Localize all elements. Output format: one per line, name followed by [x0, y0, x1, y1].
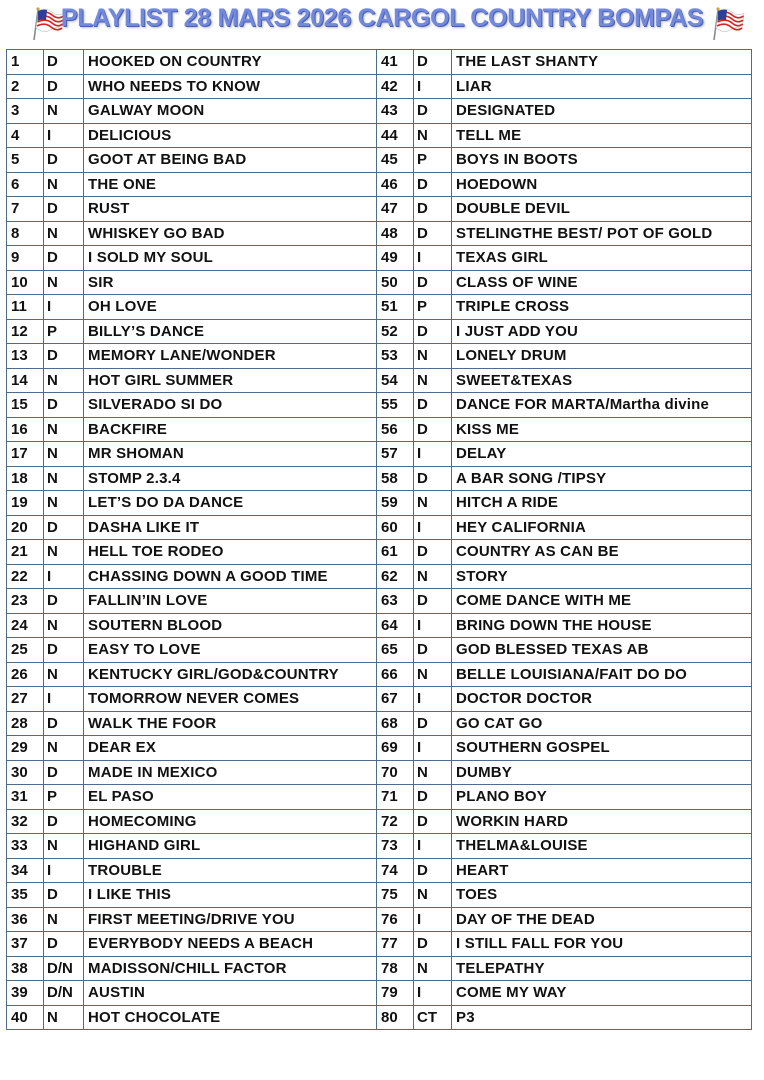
song-title: CLASS OF WINE	[452, 270, 752, 295]
dance-type: N	[44, 417, 84, 442]
table-row	[7, 74, 752, 99]
song-title: P3	[452, 1005, 752, 1030]
song-number: 8	[7, 221, 44, 246]
dance-type: D	[414, 172, 452, 197]
dance-type: N	[44, 834, 84, 859]
table-row	[7, 589, 752, 614]
song-title: WALK THE FOOR	[84, 711, 377, 736]
table-row	[7, 197, 752, 222]
song-title: WHO NEEDS TO KNOW	[84, 74, 377, 99]
song-number: 79	[377, 981, 414, 1006]
dance-type: D	[414, 50, 452, 75]
table-row	[7, 858, 752, 883]
table-row	[7, 295, 752, 320]
dance-type: P	[414, 295, 452, 320]
song-number: 4	[7, 123, 44, 148]
song-number: 73	[377, 834, 414, 859]
table-row	[7, 491, 752, 516]
dance-type: I	[414, 907, 452, 932]
dance-type: P	[44, 319, 84, 344]
us-flag-icon	[708, 2, 748, 42]
song-number: 57	[377, 442, 414, 467]
song-number: 38	[7, 956, 44, 981]
dance-type: D	[414, 417, 452, 442]
song-number: 40	[7, 1005, 44, 1030]
song-title: COUNTRY AS CAN BE	[452, 540, 752, 565]
dance-type: I	[414, 515, 452, 540]
song-number: 32	[7, 809, 44, 834]
song-title: DAY OF THE DEAD	[452, 907, 752, 932]
song-title: TOMORROW NEVER COMES	[84, 687, 377, 712]
dance-type: I	[414, 613, 452, 638]
table-row	[7, 736, 752, 761]
table-row	[7, 809, 752, 834]
dance-type: I	[44, 687, 84, 712]
song-number: 14	[7, 368, 44, 393]
table-row	[7, 368, 752, 393]
song-title: A BAR SONG /TIPSY	[452, 466, 752, 491]
song-number: 3	[7, 99, 44, 124]
song-title: HEY CALIFORNIA	[452, 515, 752, 540]
song-number: 25	[7, 638, 44, 663]
song-title: COME MY WAY	[452, 981, 752, 1006]
dance-type: N	[414, 368, 452, 393]
dance-type: D	[44, 393, 84, 418]
song-title: SILVERADO SI DO	[84, 393, 377, 418]
song-title: GALWAY MOON	[84, 99, 377, 124]
song-title: GOD BLESSED TEXAS AB	[452, 638, 752, 663]
song-title: STOMP 2.3.4	[84, 466, 377, 491]
dance-type: N	[44, 172, 84, 197]
dance-type: N	[414, 564, 452, 589]
song-title: DANCE FOR MARTA/Martha divine	[452, 393, 752, 418]
dance-type: N	[44, 540, 84, 565]
dance-type: N	[44, 736, 84, 761]
song-title: HELL TOE RODEO	[84, 540, 377, 565]
dance-type: D	[414, 270, 452, 295]
song-number: 12	[7, 319, 44, 344]
song-number: 46	[377, 172, 414, 197]
song-number: 75	[377, 883, 414, 908]
song-title: TEXAS GIRL	[452, 246, 752, 271]
page-title: PLAYLIST 28 MARS 2026 CARGOL COUNTRY BOMPAS	[60, 4, 704, 32]
table-row	[7, 956, 752, 981]
song-title: TELL ME	[452, 123, 752, 148]
dance-type: D	[44, 883, 84, 908]
dance-type: D	[44, 50, 84, 75]
dance-type: D	[44, 809, 84, 834]
song-title: RUST	[84, 197, 377, 222]
song-title: SWEET&TEXAS	[452, 368, 752, 393]
song-title: HOEDOWN	[452, 172, 752, 197]
table-row	[7, 319, 752, 344]
song-number: 20	[7, 515, 44, 540]
song-title: EL PASO	[84, 785, 377, 810]
song-number: 68	[377, 711, 414, 736]
song-title: DELAY	[452, 442, 752, 467]
song-number: 17	[7, 442, 44, 467]
song-number: 19	[7, 491, 44, 516]
dance-type: D	[414, 785, 452, 810]
table-row	[7, 638, 752, 663]
song-number: 53	[377, 344, 414, 369]
dance-type: N	[44, 662, 84, 687]
song-title: EASY TO LOVE	[84, 638, 377, 663]
dance-type: D	[414, 99, 452, 124]
table-row	[7, 246, 752, 271]
song-number: 9	[7, 246, 44, 271]
song-number: 31	[7, 785, 44, 810]
song-number: 65	[377, 638, 414, 663]
song-title: MEMORY LANE/WONDER	[84, 344, 377, 369]
song-title: SOUTERN BLOOD	[84, 613, 377, 638]
song-title: LONELY DRUM	[452, 344, 752, 369]
song-number: 66	[377, 662, 414, 687]
table-row	[7, 785, 752, 810]
song-number: 22	[7, 564, 44, 589]
song-number: 2	[7, 74, 44, 99]
dance-type: N	[44, 1005, 84, 1030]
song-number: 62	[377, 564, 414, 589]
dance-type: I	[414, 442, 452, 467]
song-title: HOT CHOCOLATE	[84, 1005, 377, 1030]
dance-type: N	[414, 956, 452, 981]
song-number: 24	[7, 613, 44, 638]
song-number: 49	[377, 246, 414, 271]
song-title: HOT GIRL SUMMER	[84, 368, 377, 393]
table-row	[7, 221, 752, 246]
table-row	[7, 270, 752, 295]
dance-type: D	[44, 638, 84, 663]
song-number: 36	[7, 907, 44, 932]
table-row	[7, 662, 752, 687]
dance-type: D	[414, 638, 452, 663]
dance-type: N	[44, 613, 84, 638]
dance-type: I	[44, 858, 84, 883]
dance-type: N	[414, 760, 452, 785]
song-number: 5	[7, 148, 44, 173]
song-number: 80	[377, 1005, 414, 1030]
dance-type: I	[44, 123, 84, 148]
song-title: DASHA LIKE IT	[84, 515, 377, 540]
dance-type: CT	[414, 1005, 452, 1030]
song-title: MADISSON/CHILL FACTOR	[84, 956, 377, 981]
dance-type: N	[414, 123, 452, 148]
song-title: EVERYBODY NEEDS A BEACH	[84, 932, 377, 957]
song-number: 78	[377, 956, 414, 981]
table-row	[7, 564, 752, 589]
table-row	[7, 123, 752, 148]
table-row	[7, 442, 752, 467]
song-number: 58	[377, 466, 414, 491]
song-number: 71	[377, 785, 414, 810]
dance-type: N	[44, 491, 84, 516]
song-number: 18	[7, 466, 44, 491]
table-row	[7, 99, 752, 124]
table-row	[7, 711, 752, 736]
song-title: CHASSING DOWN A GOOD TIME	[84, 564, 377, 589]
song-number: 15	[7, 393, 44, 418]
song-title: COME DANCE WITH ME	[452, 589, 752, 614]
dance-type: D	[414, 319, 452, 344]
song-title: HIGHAND GIRL	[84, 834, 377, 859]
page-header	[0, 0, 764, 48]
song-title: HOOKED ON COUNTRY	[84, 50, 377, 75]
song-number: 48	[377, 221, 414, 246]
song-title: KISS ME	[452, 417, 752, 442]
dance-type: D	[44, 589, 84, 614]
song-title: STELINGTHE BEST/ POT OF GOLD	[452, 221, 752, 246]
table-row	[7, 344, 752, 369]
song-number: 30	[7, 760, 44, 785]
song-number: 27	[7, 687, 44, 712]
song-number: 29	[7, 736, 44, 761]
song-number: 35	[7, 883, 44, 908]
dance-type: N	[414, 883, 452, 908]
song-number: 26	[7, 662, 44, 687]
song-number: 59	[377, 491, 414, 516]
song-title: DUMBY	[452, 760, 752, 785]
song-number: 60	[377, 515, 414, 540]
song-title: LET’S DO DA DANCE	[84, 491, 377, 516]
song-number: 23	[7, 589, 44, 614]
table-row	[7, 515, 752, 540]
dance-type: D	[414, 589, 452, 614]
song-title: BILLY’S DANCE	[84, 319, 377, 344]
dance-type: D	[414, 197, 452, 222]
table-row	[7, 613, 752, 638]
dance-type: P	[44, 785, 84, 810]
song-number: 55	[377, 393, 414, 418]
song-title: BRING DOWN THE HOUSE	[452, 613, 752, 638]
dance-type: I	[44, 564, 84, 589]
song-title: WORKIN HARD	[452, 809, 752, 834]
song-title: HITCH A RIDE	[452, 491, 752, 516]
dance-type: I	[414, 834, 452, 859]
song-number: 74	[377, 858, 414, 883]
dance-type: D	[44, 711, 84, 736]
song-title: OH LOVE	[84, 295, 377, 320]
dance-type: N	[44, 270, 84, 295]
dance-type: D	[414, 809, 452, 834]
table-row	[7, 907, 752, 932]
song-title: TOES	[452, 883, 752, 908]
dance-type: D	[44, 344, 84, 369]
song-number: 44	[377, 123, 414, 148]
song-number: 34	[7, 858, 44, 883]
dance-type: N	[44, 99, 84, 124]
song-title: SIR	[84, 270, 377, 295]
song-number: 39	[7, 981, 44, 1006]
song-title: TROUBLE	[84, 858, 377, 883]
song-title: THELMA&LOUISE	[452, 834, 752, 859]
song-number: 77	[377, 932, 414, 957]
song-title: I JUST ADD YOU	[452, 319, 752, 344]
song-number: 11	[7, 295, 44, 320]
table-row	[7, 760, 752, 785]
dance-type: D	[44, 246, 84, 271]
song-number: 76	[377, 907, 414, 932]
dance-type: D	[44, 932, 84, 957]
song-number: 69	[377, 736, 414, 761]
dance-type: N	[44, 368, 84, 393]
dance-type: D	[44, 74, 84, 99]
song-number: 7	[7, 197, 44, 222]
dance-type: D	[414, 858, 452, 883]
song-title: DESIGNATED	[452, 99, 752, 124]
song-title: HOMECOMING	[84, 809, 377, 834]
song-title: MR SHOMAN	[84, 442, 377, 467]
song-number: 41	[377, 50, 414, 75]
dance-type: D/N	[44, 981, 84, 1006]
dance-type: D	[414, 466, 452, 491]
song-title: KENTUCKY GIRL/GOD&COUNTRY	[84, 662, 377, 687]
dance-type: I	[414, 687, 452, 712]
song-title: I STILL FALL FOR YOU	[452, 932, 752, 957]
dance-type: N	[414, 491, 452, 516]
dance-type: D/N	[44, 956, 84, 981]
song-title: THE ONE	[84, 172, 377, 197]
song-title: LIAR	[452, 74, 752, 99]
song-title: GO CAT GO	[452, 711, 752, 736]
dance-type: N	[44, 907, 84, 932]
song-number: 33	[7, 834, 44, 859]
song-number: 6	[7, 172, 44, 197]
song-title: DELICIOUS	[84, 123, 377, 148]
song-number: 63	[377, 589, 414, 614]
table-row	[7, 834, 752, 859]
song-title: DOUBLE DEVIL	[452, 197, 752, 222]
song-number: 13	[7, 344, 44, 369]
dance-type: N	[44, 221, 84, 246]
song-number: 45	[377, 148, 414, 173]
song-title: SOUTHERN GOSPEL	[452, 736, 752, 761]
song-number: 28	[7, 711, 44, 736]
song-number: 1	[7, 50, 44, 75]
table-row	[7, 50, 752, 75]
table-row	[7, 932, 752, 957]
table-row	[7, 148, 752, 173]
table-row	[7, 393, 752, 418]
song-number: 52	[377, 319, 414, 344]
song-title: FIRST MEETING/DRIVE YOU	[84, 907, 377, 932]
dance-type: N	[44, 442, 84, 467]
song-number: 50	[377, 270, 414, 295]
song-title: GOOT AT BEING BAD	[84, 148, 377, 173]
song-title: FALLIN’IN LOVE	[84, 589, 377, 614]
dance-type: I	[414, 74, 452, 99]
table-row	[7, 417, 752, 442]
table-row	[7, 1005, 752, 1030]
song-title: AUSTIN	[84, 981, 377, 1006]
song-title: STORY	[452, 564, 752, 589]
dance-type: I	[414, 736, 452, 761]
dance-type: D	[44, 515, 84, 540]
table-row	[7, 883, 752, 908]
song-title: I LIKE THIS	[84, 883, 377, 908]
song-title: DOCTOR DOCTOR	[452, 687, 752, 712]
dance-type: D	[44, 197, 84, 222]
table-row	[7, 172, 752, 197]
table-row	[7, 687, 752, 712]
song-number: 16	[7, 417, 44, 442]
song-title: I SOLD MY SOUL	[84, 246, 377, 271]
dance-type: P	[414, 148, 452, 173]
song-number: 37	[7, 932, 44, 957]
song-number: 21	[7, 540, 44, 565]
song-title: TELEPATHY	[452, 956, 752, 981]
song-number: 10	[7, 270, 44, 295]
dance-type: D	[414, 540, 452, 565]
dance-type: N	[44, 466, 84, 491]
song-title: PLANO BOY	[452, 785, 752, 810]
song-title: HEART	[452, 858, 752, 883]
dance-type: N	[414, 344, 452, 369]
song-number: 64	[377, 613, 414, 638]
dance-type: D	[414, 393, 452, 418]
dance-type: I	[414, 246, 452, 271]
dance-type: D	[414, 932, 452, 957]
playlist-table	[6, 49, 752, 1030]
dance-type: D	[44, 148, 84, 173]
song-title: TRIPLE CROSS	[452, 295, 752, 320]
song-number: 51	[377, 295, 414, 320]
song-number: 61	[377, 540, 414, 565]
song-title: BOYS IN BOOTS	[452, 148, 752, 173]
song-title: BELLE LOUISIANA/FAIT DO DO	[452, 662, 752, 687]
dance-type: N	[414, 662, 452, 687]
table-row	[7, 540, 752, 565]
dance-type: I	[44, 295, 84, 320]
dance-type: D	[44, 760, 84, 785]
table-row	[7, 981, 752, 1006]
song-number: 56	[377, 417, 414, 442]
song-title: DEAR EX	[84, 736, 377, 761]
song-number: 54	[377, 368, 414, 393]
song-title: BACKFIRE	[84, 417, 377, 442]
song-title: MADE IN MEXICO	[84, 760, 377, 785]
song-number: 42	[377, 74, 414, 99]
song-number: 47	[377, 197, 414, 222]
song-number: 70	[377, 760, 414, 785]
dance-type: I	[414, 981, 452, 1006]
song-number: 67	[377, 687, 414, 712]
dance-type: D	[414, 221, 452, 246]
song-number: 43	[377, 99, 414, 124]
dance-type: D	[414, 711, 452, 736]
song-number: 72	[377, 809, 414, 834]
song-title: THE LAST SHANTY	[452, 50, 752, 75]
song-title: WHISKEY GO BAD	[84, 221, 377, 246]
table-row	[7, 466, 752, 491]
